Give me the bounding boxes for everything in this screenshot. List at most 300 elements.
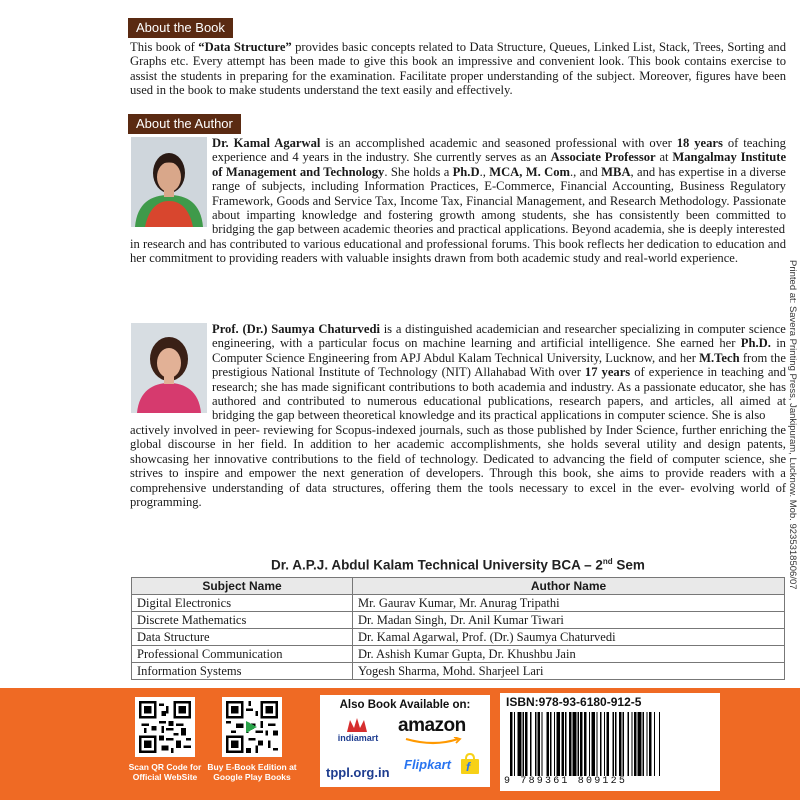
bio-text: Institute: [318, 365, 360, 380]
bio-text: committed: [716, 208, 770, 223]
google-play-books-qr-icon[interactable]: [222, 697, 282, 757]
bio-text: .: [384, 164, 388, 179]
barcode-bar: [580, 712, 583, 776]
bio-text: tools: [488, 480, 514, 495]
bio-text: her: [130, 251, 147, 266]
author-cell: Dr. Ashish Kumar Gupta, Dr. Khushbu Jain: [353, 646, 785, 663]
bio-text: Practices,: [430, 179, 479, 194]
bio-text: APJ: [399, 350, 421, 365]
bio-text: and: [482, 136, 501, 150]
bio-text: design: [707, 437, 741, 452]
bio-text: them: [436, 480, 462, 495]
bio-text: contributed: [287, 394, 345, 409]
bio-text: and: [603, 251, 622, 266]
bio-text: to: [776, 208, 787, 223]
bio-text: global: [130, 437, 162, 452]
bio-text: significant: [332, 379, 386, 394]
header-subject: Subject Name: [132, 578, 353, 595]
bio-text: next: [322, 466, 345, 481]
bio-text: her: [238, 437, 255, 452]
bio-text: academician: [476, 322, 539, 336]
author1-portrait-icon: [131, 137, 207, 227]
bio-text: with: [279, 336, 303, 351]
bio-text: with: [751, 466, 775, 481]
bio-text: with: [622, 136, 645, 150]
bio-text: is: [733, 408, 743, 423]
bio-text: and: [767, 237, 787, 251]
bio-bold-text: and: [299, 164, 321, 179]
bio-text: years: [302, 150, 330, 165]
bio-text: and: [588, 193, 607, 208]
bio-text: a: [780, 466, 786, 481]
about-author-heading: About the Author: [128, 114, 241, 134]
bio-text: gap: [276, 408, 295, 423]
bio-text: she: [769, 451, 787, 466]
bio-text: Regulatory: [729, 179, 786, 194]
bio-text: She: [390, 164, 410, 179]
bio-text: experience.: [680, 251, 739, 266]
bio-text: of: [727, 136, 739, 150]
bio-bold-text: Agarwal: [274, 136, 321, 150]
bio-text: in: [622, 480, 632, 495]
bio-text: and: [658, 350, 677, 365]
bio-text: practical: [457, 222, 502, 237]
bio-bold-text: Com: [544, 164, 571, 179]
bio-text: imparting: [246, 208, 296, 223]
author1-bio-lead: [212, 136, 786, 237]
barcode-bar: [654, 712, 655, 776]
bio-text: University,: [546, 350, 603, 365]
bio-bold-text: (Dr.): [242, 322, 268, 336]
bio-text: showcasing: [130, 451, 189, 466]
bio-bold-text: Mangalmay: [672, 150, 737, 165]
bio-text: aimed: [739, 394, 771, 409]
bio-text: both: [472, 379, 495, 394]
bio-text: holds: [413, 164, 441, 179]
bio-text: Financial: [466, 193, 513, 208]
bio-text: academic: [396, 437, 445, 452]
bio-text: accomplished: [355, 136, 425, 150]
bio-text: generation: [350, 466, 404, 481]
bio-text: from: [742, 350, 768, 365]
bio-text: and: [188, 237, 207, 251]
bio-text: to: [290, 237, 301, 251]
author2-photo: [131, 323, 207, 413]
bio-text: knowledge: [301, 208, 358, 223]
bio-text: research: [559, 394, 602, 409]
barcode-bar: [649, 712, 652, 776]
bio-text: Goods: [276, 193, 310, 208]
bio-text: in: [332, 150, 343, 165]
barcode-bar: [659, 712, 660, 776]
bio-text: science.: [668, 408, 709, 423]
bio-text: the: [357, 451, 373, 466]
bio-text: with: [320, 251, 344, 266]
bio-text: her: [193, 451, 210, 466]
bio-text: She: [656, 336, 676, 351]
bio-text: and: [767, 365, 786, 380]
barcode-bar: [535, 712, 536, 776]
bio-text: machine: [422, 336, 466, 351]
university-heading: [128, 557, 788, 573]
bio-text: over: [558, 365, 581, 380]
bio-text: forums.: [491, 237, 531, 251]
barcode-bar: [550, 712, 551, 776]
bio-text: Accounting,: [612, 179, 674, 194]
bio-text: patents,: [747, 437, 786, 452]
qr1-caption-line: Scan QR Code for: [128, 762, 202, 772]
bio-text: further: [681, 423, 717, 437]
author2-bio-cont: [130, 423, 786, 509]
bio-text: in: [684, 322, 694, 336]
bio-text: a: [307, 336, 314, 351]
bio-bold-text: Technology: [323, 164, 385, 179]
bio-text: Management,: [516, 193, 586, 208]
bio-text: bridging: [212, 222, 255, 237]
bio-text: a: [634, 379, 641, 394]
bio-text: seasoned: [505, 136, 551, 150]
bio-text: various: [303, 237, 341, 251]
bio-text: innovative: [214, 451, 268, 466]
subject-cell: Information Systems: [132, 663, 353, 680]
barcode-bar: [623, 712, 624, 776]
also-available-box: [320, 695, 490, 787]
author-cell: Yogesh Sharma, Mohd. Sharjeel Lari: [353, 663, 785, 680]
bio-text: also: [745, 408, 766, 423]
flipkart-bag-icon: [460, 753, 480, 775]
bio-text: Tax,: [440, 193, 463, 208]
bio-text: enriching: [719, 423, 768, 437]
author1-bio-cont: [130, 237, 786, 266]
bio-text: in: [604, 408, 615, 423]
bio-text: Computer: [212, 350, 263, 365]
barcode-bar: [525, 712, 528, 776]
bio-text: academic: [429, 136, 478, 150]
bio-text: is: [325, 136, 334, 150]
bio-text: education: [715, 237, 765, 251]
bio-text: contributed: [229, 237, 288, 251]
bio-text: dedication: [646, 237, 700, 251]
bio-text: an: [338, 136, 351, 150]
qr-code-icon: [139, 701, 191, 753]
bio-text: offering: [390, 480, 431, 495]
bio-text: students,: [522, 208, 567, 223]
bio-text: technology.: [420, 451, 479, 466]
table-row: [132, 663, 785, 680]
bio-text: Financial: [560, 179, 608, 194]
table-row: [132, 595, 785, 612]
qr2-caption: [202, 762, 302, 782]
indiamart-link[interactable]: indiamart: [337, 733, 379, 743]
bio-text: and: [637, 164, 656, 179]
bio-text: the: [257, 408, 274, 423]
bio-text: valuable: [346, 251, 389, 266]
bio-text: evolving: [690, 480, 735, 495]
bio-text: professional: [555, 136, 618, 150]
bio-text: Research: [609, 193, 657, 208]
bio-text: Technical: [494, 350, 544, 365]
official-website-qr-icon[interactable]: [135, 697, 195, 757]
barcode-bar: [541, 712, 542, 776]
bio-text: she: [260, 379, 278, 394]
bio-text: empower: [248, 466, 296, 481]
barcode-bar: [518, 712, 522, 776]
bio-text: her: [627, 237, 644, 251]
bio-text: .,: [479, 164, 486, 179]
bio-text: readers: [281, 251, 318, 266]
bio-text: insights: [392, 251, 432, 266]
bio-text: a: [443, 164, 450, 179]
bio-text: 4: [292, 150, 299, 165]
bio-text: and: [579, 164, 598, 179]
isbn-box: [500, 693, 720, 791]
bio-text: artificial: [540, 336, 584, 351]
bio-text: she: [667, 222, 685, 237]
bio-text: her: [719, 336, 736, 351]
table-row: [132, 612, 785, 629]
table-row: [132, 646, 785, 663]
bio-text: Service: [334, 193, 372, 208]
bio-text: she: [748, 379, 766, 394]
bio-text: publications,: [487, 394, 553, 409]
bio-text: E-Commerce,: [484, 179, 555, 194]
isbn-text: ISBN:978-93-6180-912-5: [506, 695, 642, 709]
bio-text: and: [262, 394, 281, 409]
bio-text: her: [679, 350, 696, 365]
bio-text: theories: [393, 222, 434, 237]
subject-cell: Professional Communication: [132, 646, 353, 663]
bio-text: ever-: [658, 480, 685, 495]
bio-text: This: [533, 237, 556, 251]
bio-text: she: [572, 208, 590, 223]
bio-text: industry.: [365, 150, 410, 165]
bio-text: between: [297, 222, 340, 237]
bio-text: growth: [439, 208, 475, 223]
barcode-bar: [634, 712, 637, 776]
bio-text: authored: [212, 394, 257, 409]
bio-text: the: [301, 466, 318, 481]
bio-text: a: [395, 322, 402, 336]
bio-text: reflects: [587, 237, 625, 251]
bio-text: the: [257, 222, 274, 237]
about-book-text-part: provides basic concepts related to Data Structure, Queues, Linked List, Stack, Trees, Sorting and Graphs etc. Every attempt has been made to give this book an impressive and convenient look. This book contains exercise to assist the students in preparing for the examination. Facilitate proper understanding of the subject. Moreover, figures have been used in the book to make students understand the text easily and effectively.: [130, 40, 787, 98]
header-author: Author Name: [353, 578, 785, 595]
bio-text: in: [130, 237, 140, 251]
bio-text: Lucknow,: [605, 350, 656, 365]
bio-text: field.: [260, 437, 287, 452]
bio-text: educational: [423, 394, 482, 409]
bio-bold-text: Professor: [604, 150, 656, 165]
barcode-bar: [638, 712, 642, 776]
amazon-smile-icon: [404, 737, 464, 745]
bio-text: Technology: [378, 365, 438, 380]
barcode-bar: [619, 712, 622, 776]
bio-text: of: [405, 451, 416, 466]
bio-text: and: [312, 193, 331, 208]
bio-text: and: [405, 237, 424, 251]
bio-text: articles,: [674, 394, 715, 409]
bio-bold-text: of: [212, 164, 223, 179]
bio-text: engineering,: [212, 336, 275, 351]
bio-text: peer-: [234, 423, 260, 437]
bio-text: intelligence.: [588, 336, 651, 351]
bio-text: accomplishments,: [450, 437, 542, 452]
bio-text: as: [520, 150, 532, 165]
bio-text: and: [517, 336, 536, 351]
bio-text: all: [720, 394, 734, 409]
bio-text: made: [301, 379, 329, 394]
bio-text: Inder: [605, 423, 633, 437]
bio-bold-text: Associate: [550, 150, 601, 165]
bio-text: teaching: [743, 136, 786, 150]
barcode-bar: [561, 712, 564, 776]
bio-text: Dedicated: [483, 451, 535, 466]
bio-text: the: [770, 423, 786, 437]
bio-text: expertise: [678, 164, 725, 179]
bio-text: She: [711, 408, 731, 423]
barcode-bar: [613, 712, 614, 776]
bio-text: and: [363, 208, 382, 223]
bio-text: drawn: [434, 251, 466, 266]
bio-text: and: [650, 394, 669, 409]
bio-bold-text: MBA: [601, 164, 631, 179]
table-row: [132, 629, 785, 646]
bio-text: professional: [426, 237, 489, 251]
bio-text: of: [363, 365, 375, 380]
bio-text: consistently: [619, 208, 680, 223]
bio-text: at: [659, 150, 669, 165]
bio-text: her: [374, 437, 391, 452]
also-available-title: Also Book Available on:: [339, 699, 471, 711]
bio-bold-text: Kamal: [233, 136, 270, 150]
author-cell: Dr. Kamal Agarwal, Prof. (Dr.) Saumya Chaturvedi: [353, 629, 785, 646]
bio-text: to: [216, 251, 226, 266]
bio-text: has: [209, 237, 227, 251]
bio-text: a: [740, 164, 747, 179]
bio-text: over: [649, 136, 672, 150]
bio-text: field: [377, 451, 401, 466]
bio-text: of: [245, 179, 257, 194]
bio-text: structures,: [332, 480, 385, 495]
bio-text: has: [769, 379, 786, 394]
bio-text: in: [220, 423, 231, 437]
barcode-bar: [600, 712, 601, 776]
bio-text: interested: [736, 222, 786, 237]
bio-text: Kalam: [458, 350, 492, 365]
bio-text: world: [740, 480, 770, 495]
bio-text: With: [529, 365, 555, 380]
bio-text: .,: [570, 164, 577, 179]
bio-text: the: [637, 480, 654, 495]
bio-text: reviewing: [263, 423, 314, 437]
bio-text: book,: [562, 466, 592, 481]
bio-text: contributions: [388, 379, 456, 394]
bio-text: book: [558, 237, 584, 251]
bio-text: to: [574, 480, 584, 495]
bio-text: is: [383, 322, 393, 336]
amazon-link[interactable]: amazon: [398, 715, 466, 736]
bio-text: has: [281, 379, 298, 394]
bio-text: and: [270, 150, 289, 165]
barcode-bar: [565, 712, 566, 776]
bio-text: Tax,: [374, 193, 397, 208]
bio-text: Engineering: [307, 350, 370, 365]
bio-text: focus: [372, 336, 400, 351]
bio-bold-text: M.: [525, 164, 541, 179]
bio-text: computer: [617, 408, 666, 423]
bio-text: field: [629, 451, 653, 466]
qr2-caption-line: Google Play Books: [213, 772, 291, 782]
bio-text: Allahabad: [474, 365, 527, 380]
bio-text: Abdul: [423, 350, 455, 365]
bio-text: teaching: [721, 365, 764, 380]
barcode-bar: [569, 712, 572, 776]
bio-text: research: [143, 237, 185, 251]
bio-bold-text: MCA,: [489, 164, 523, 179]
barcode-bar: [591, 712, 595, 776]
bio-text: she: [547, 437, 565, 452]
barcode-bar: [510, 712, 513, 776]
author2-portrait-icon: [131, 323, 207, 413]
qr-code-icon: [226, 701, 278, 753]
bio-text: Science: [265, 350, 305, 365]
qr2-caption-line: Buy E-Book Edition at: [207, 762, 297, 772]
bio-text: real-world: [624, 251, 678, 266]
bio-text: of: [775, 480, 787, 495]
bio-text: experience: [648, 365, 704, 380]
bio-text: currently: [435, 150, 482, 165]
barcode-bar: [606, 712, 609, 776]
bio-text: distinguished: [405, 322, 473, 336]
bio-bold-text: Dr.: [212, 136, 229, 150]
barcode-icon: [506, 712, 714, 776]
flipkart-link[interactable]: Flipkart: [404, 757, 451, 772]
bio-text: and: [224, 466, 243, 481]
subject-cell: Digital Electronics: [132, 595, 353, 612]
bio-text: Information: [364, 179, 425, 194]
bio-text: excel: [589, 480, 617, 495]
bio-text: programming.: [130, 495, 202, 510]
bio-text: its: [478, 408, 491, 423]
author-cell: Mr. Gaurav Kumar, Mr. Anurag Tripathi: [353, 595, 785, 612]
barcode-bar: [538, 712, 541, 776]
bio-text: range: [212, 179, 240, 194]
bio-text: Framework,: [212, 193, 274, 208]
bio-bold-text: Management: [225, 164, 297, 179]
bio-text: academic: [342, 222, 391, 237]
bio-text: readers: [709, 466, 747, 481]
bio-text: to: [702, 237, 713, 251]
bio-text: science: [748, 322, 786, 336]
table-header-row: [132, 578, 785, 595]
bio-bold-text: Institute: [740, 150, 787, 165]
barcode-bar: [596, 712, 597, 776]
bio-text: She: [413, 150, 433, 165]
bio-text: published: [537, 423, 587, 437]
tppl-link[interactable]: tppl.org.in: [326, 765, 390, 780]
bio-text: involved: [173, 423, 218, 437]
bio-text: on: [404, 336, 418, 351]
bio-text: prestigious: [212, 365, 268, 380]
bio-text: in: [707, 365, 718, 380]
bio-text: knowledge: [399, 408, 455, 423]
bio-text: the: [346, 150, 362, 165]
bio-text: comprehensive: [130, 480, 207, 495]
barcode-bar: [646, 712, 647, 776]
bio-text: educator,: [699, 379, 746, 394]
bio-text: academia: [497, 379, 546, 394]
bio-text: aims: [619, 466, 644, 481]
